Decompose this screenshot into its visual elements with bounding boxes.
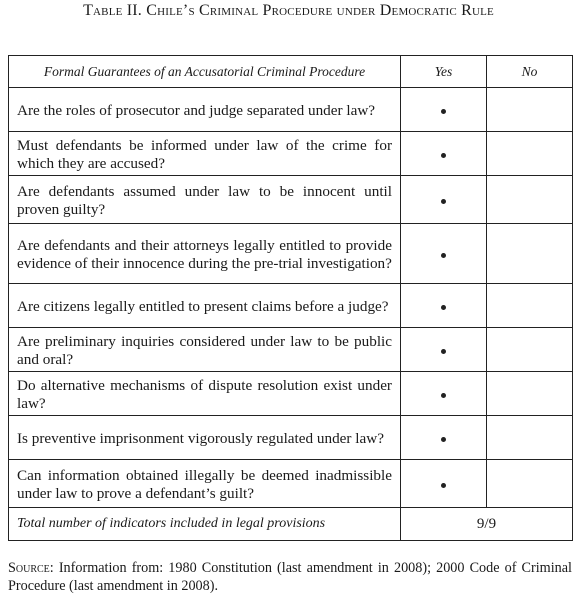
no-cell (487, 88, 573, 132)
header-guarantees: Formal Guarantees of an Accusatorial Criminal Procedure (9, 56, 401, 88)
table-header-row (9, 56, 573, 88)
guarantee-question: Are defendants and their attorneys legally entitled to provide evidence of their innocence during the pre-trial investigation? (9, 224, 401, 284)
no-cell (487, 372, 573, 416)
guarantee-question: Do alternative mechanisms of dispute resolution exist under law? (9, 372, 401, 416)
no-cell (487, 176, 573, 224)
bullet-mark-icon (441, 349, 446, 354)
guarantee-question: Are the roles of prosecutor and judge separated under law? (9, 88, 401, 132)
table-title: Table II. Chile’s Criminal Procedure under Democratic Rule (83, 2, 494, 19)
yes-cell (401, 176, 487, 224)
bullet-mark-icon (441, 109, 446, 114)
yes-cell (401, 460, 487, 508)
yes-cell (401, 328, 487, 372)
total-value: 9/9 (401, 508, 573, 541)
yes-cell (401, 372, 487, 416)
table-row (9, 284, 573, 328)
bullet-mark-icon (441, 393, 446, 398)
bullet-mark-icon (441, 153, 446, 158)
table-row (9, 224, 573, 284)
source-label: Source (8, 560, 50, 576)
bullet-mark-icon (441, 305, 446, 310)
no-cell (487, 416, 573, 460)
no-cell (487, 224, 573, 284)
guarantee-question: Can information obtained illegally be deemed inadmissible under law to prove a defendant’s guilt? (9, 460, 401, 508)
table-body (9, 88, 573, 508)
yes-cell (401, 88, 487, 132)
no-cell (487, 328, 573, 372)
table-footer-row (9, 508, 573, 541)
yes-cell (401, 132, 487, 176)
criminal-procedure-table (8, 55, 573, 541)
table-row (9, 416, 573, 460)
header-no: No (487, 56, 573, 88)
table-row (9, 132, 573, 176)
no-cell (487, 132, 573, 176)
yes-cell (401, 416, 487, 460)
total-label: Total number of indicators included in legal provisions (9, 508, 401, 541)
table-row (9, 88, 573, 132)
yes-cell (401, 224, 487, 284)
header-yes: Yes (401, 56, 487, 88)
table-row (9, 460, 573, 508)
bullet-mark-icon (441, 199, 446, 204)
guarantee-question: Must defendants be informed under law of the crime for which they are accused? (9, 132, 401, 176)
bullet-mark-icon (441, 437, 446, 442)
table-row (9, 372, 573, 416)
source-note (8, 559, 572, 595)
guarantee-question: Are citizens legally entitled to present claims before a judge? (9, 284, 401, 328)
no-cell (487, 460, 573, 508)
guarantee-question: Are preliminary inquiries considered under law to be public and oral? (9, 328, 401, 372)
source-text: : Information from: 1980 Constitution (last amendment in 2008); 2000 Code of Criminal Procedure (last amendment in 2008). (8, 560, 572, 594)
bullet-mark-icon (441, 253, 446, 258)
table-row (9, 328, 573, 372)
no-cell (487, 284, 573, 328)
bullet-mark-icon (441, 483, 446, 488)
guarantee-question: Is preventive imprisonment vigorously regulated under law? (9, 416, 401, 460)
table-row (9, 176, 573, 224)
yes-cell (401, 284, 487, 328)
guarantee-question: Are defendants assumed under law to be innocent until proven guilty? (9, 176, 401, 224)
